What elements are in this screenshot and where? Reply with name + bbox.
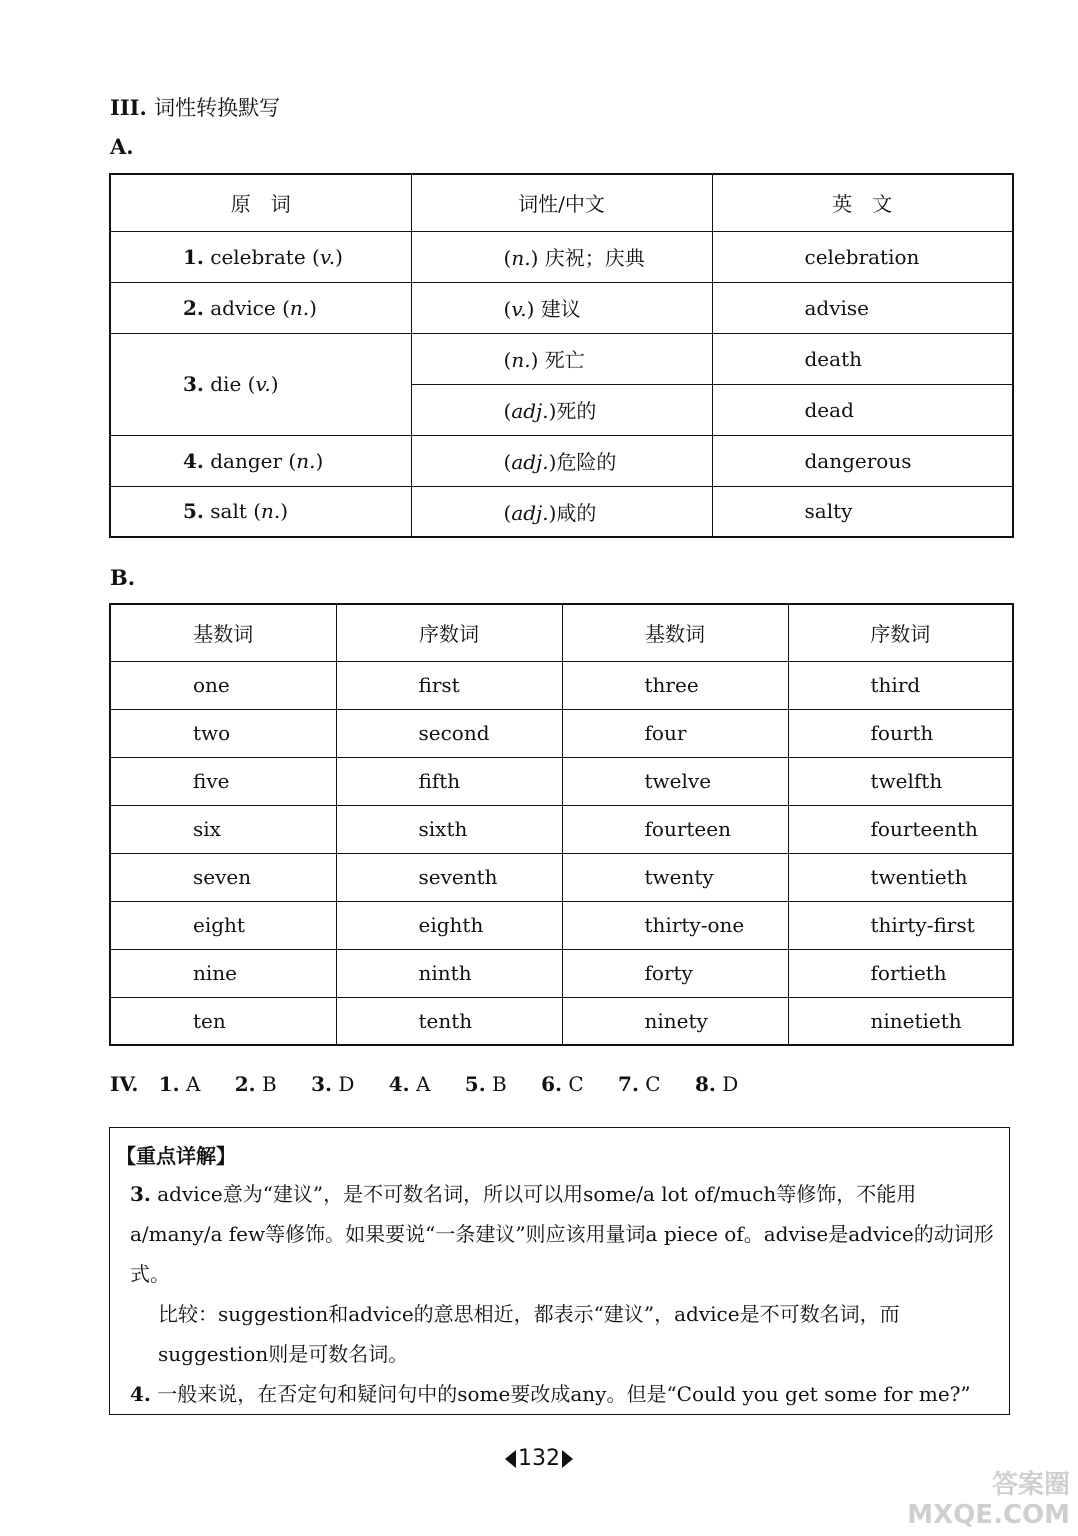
cardinal-cell: forty [562, 949, 788, 997]
note-number: 3. [130, 1182, 151, 1206]
original-word: 4. danger (n.) [110, 435, 411, 486]
watermark: 答案圈 MXQE.COM [907, 1470, 1070, 1530]
cardinal-cell: four [562, 709, 788, 757]
key-points-box [109, 1127, 1010, 1415]
cardinal-cell: ninety [562, 997, 788, 1045]
part-b-label: B. [110, 565, 136, 590]
note-item-3 [130, 1174, 1002, 1294]
ordinal-cell: fifth [336, 757, 562, 805]
table-row [110, 901, 1013, 949]
answer-item: 7. C [618, 1072, 661, 1096]
table-row [110, 486, 1013, 537]
table-row [110, 282, 1013, 333]
header-original-word: 原 词 [110, 174, 411, 231]
table-row [110, 333, 1013, 384]
header-ordinal: 序数词 [788, 604, 1013, 661]
note-text: advice意为“建议”，是不可数名词，所以可以用some/a lot of/much等修饰，不能用a/many/a few等修饰。如果要说“一条建议”则应该用量词a piece of。advise是advice的动词形式。 [130, 1182, 994, 1286]
ordinal-cell: ninetieth [788, 997, 1013, 1045]
table-row [110, 757, 1013, 805]
table-row [110, 949, 1013, 997]
note-item-4 [130, 1374, 1002, 1414]
header-ordinal: 序数词 [336, 604, 562, 661]
answer-item: 8. D [694, 1072, 739, 1096]
note-text: 一般来说，在否定句和疑问句中的some要改成any。但是“Could you get some for me?” [157, 1382, 971, 1406]
original-word: 1. celebrate (v.) [110, 231, 411, 282]
cardinal-cell: one [110, 661, 336, 709]
cardinal-cell: twelve [562, 757, 788, 805]
section-iii-heading [110, 92, 280, 122]
pos-chinese: (v.) 建议 [411, 282, 712, 333]
note-number: 4. [130, 1382, 151, 1406]
ordinal-cell: ninth [336, 949, 562, 997]
pos-chinese: (n.) 庆祝；庆典 [411, 231, 712, 282]
cardinal-cell: nine [110, 949, 336, 997]
original-word: 3. die (v.) [110, 333, 411, 435]
ordinal-cell: second [336, 709, 562, 757]
ordinal-cell: sixth [336, 805, 562, 853]
triangle-left-icon [505, 1450, 516, 1468]
table-header-row [110, 174, 1013, 231]
numerals-table [109, 603, 1014, 1046]
cardinal-cell: eight [110, 901, 336, 949]
section-iii-title: 词性转换默写 [154, 96, 281, 120]
english-form: dangerous [712, 435, 1013, 486]
header-pos-chinese: 词性/中文 [411, 174, 712, 231]
table-row [110, 805, 1013, 853]
answer-item: 6. C [541, 1072, 584, 1096]
pos-chinese: (adj.)危险的 [411, 435, 712, 486]
ordinal-cell: thirty-first [788, 901, 1013, 949]
table-row [110, 853, 1013, 901]
word-conversion-table [109, 173, 1014, 538]
cardinal-cell: ten [110, 997, 336, 1045]
table-header-row [110, 604, 1013, 661]
ordinal-cell: eighth [336, 901, 562, 949]
english-form: salty [712, 486, 1013, 537]
ordinal-cell: twentieth [788, 853, 1013, 901]
table-row [110, 997, 1013, 1045]
section-iv-number: IV. [110, 1072, 139, 1096]
header-cardinal: 基数词 [110, 604, 336, 661]
cardinal-cell: seven [110, 853, 336, 901]
answer-item: 2. B [234, 1072, 277, 1096]
ordinal-cell: twelfth [788, 757, 1013, 805]
table-row [110, 709, 1013, 757]
original-word: 2. advice (n.) [110, 282, 411, 333]
pos-chinese: (adj.)死的 [411, 384, 712, 435]
english-form: death [712, 333, 1013, 384]
cardinal-cell: three [562, 661, 788, 709]
cardinal-cell: two [110, 709, 336, 757]
original-word: 5. salt (n.) [110, 486, 411, 537]
english-form: dead [712, 384, 1013, 435]
key-points-title: 【重点详解】 [116, 1144, 236, 1168]
cardinal-cell: thirty-one [562, 901, 788, 949]
answer-item: 3. D [311, 1072, 355, 1096]
table-row [110, 435, 1013, 486]
table-row [110, 231, 1013, 282]
cardinal-cell: six [110, 805, 336, 853]
header-english: 英 文 [712, 174, 1013, 231]
answer-item: 4. A [388, 1072, 431, 1096]
ordinal-cell: fortieth [788, 949, 1013, 997]
note-comparison: 比较：suggestion和advice的意思相近，都表示“建议”，advice是不可数名词，而suggestion则是可数名词。 [158, 1302, 900, 1366]
answer-item: 5. B [464, 1072, 507, 1096]
english-form: celebration [712, 231, 1013, 282]
section-iii-number: III. [110, 95, 147, 120]
ordinal-cell: fourteenth [788, 805, 1013, 853]
ordinal-cell: first [336, 661, 562, 709]
pos-chinese: (adj.)咸的 [411, 486, 712, 537]
section-iv-answers [110, 1072, 766, 1096]
cardinal-cell: fourteen [562, 805, 788, 853]
cardinal-cell: five [110, 757, 336, 805]
ordinal-cell: fourth [788, 709, 1013, 757]
english-form: advise [712, 282, 1013, 333]
header-cardinal: 基数词 [562, 604, 788, 661]
cardinal-cell: twenty [562, 853, 788, 901]
triangle-right-icon [562, 1450, 573, 1468]
table-row [110, 661, 1013, 709]
ordinal-cell: tenth [336, 997, 562, 1045]
ordinal-cell: seventh [336, 853, 562, 901]
part-a-label: A. [110, 134, 134, 159]
answer-item: 1. A [158, 1072, 201, 1096]
pos-chinese: (n.) 死亡 [411, 333, 712, 384]
page-number: 132 [0, 1446, 1078, 1471]
ordinal-cell: third [788, 661, 1013, 709]
